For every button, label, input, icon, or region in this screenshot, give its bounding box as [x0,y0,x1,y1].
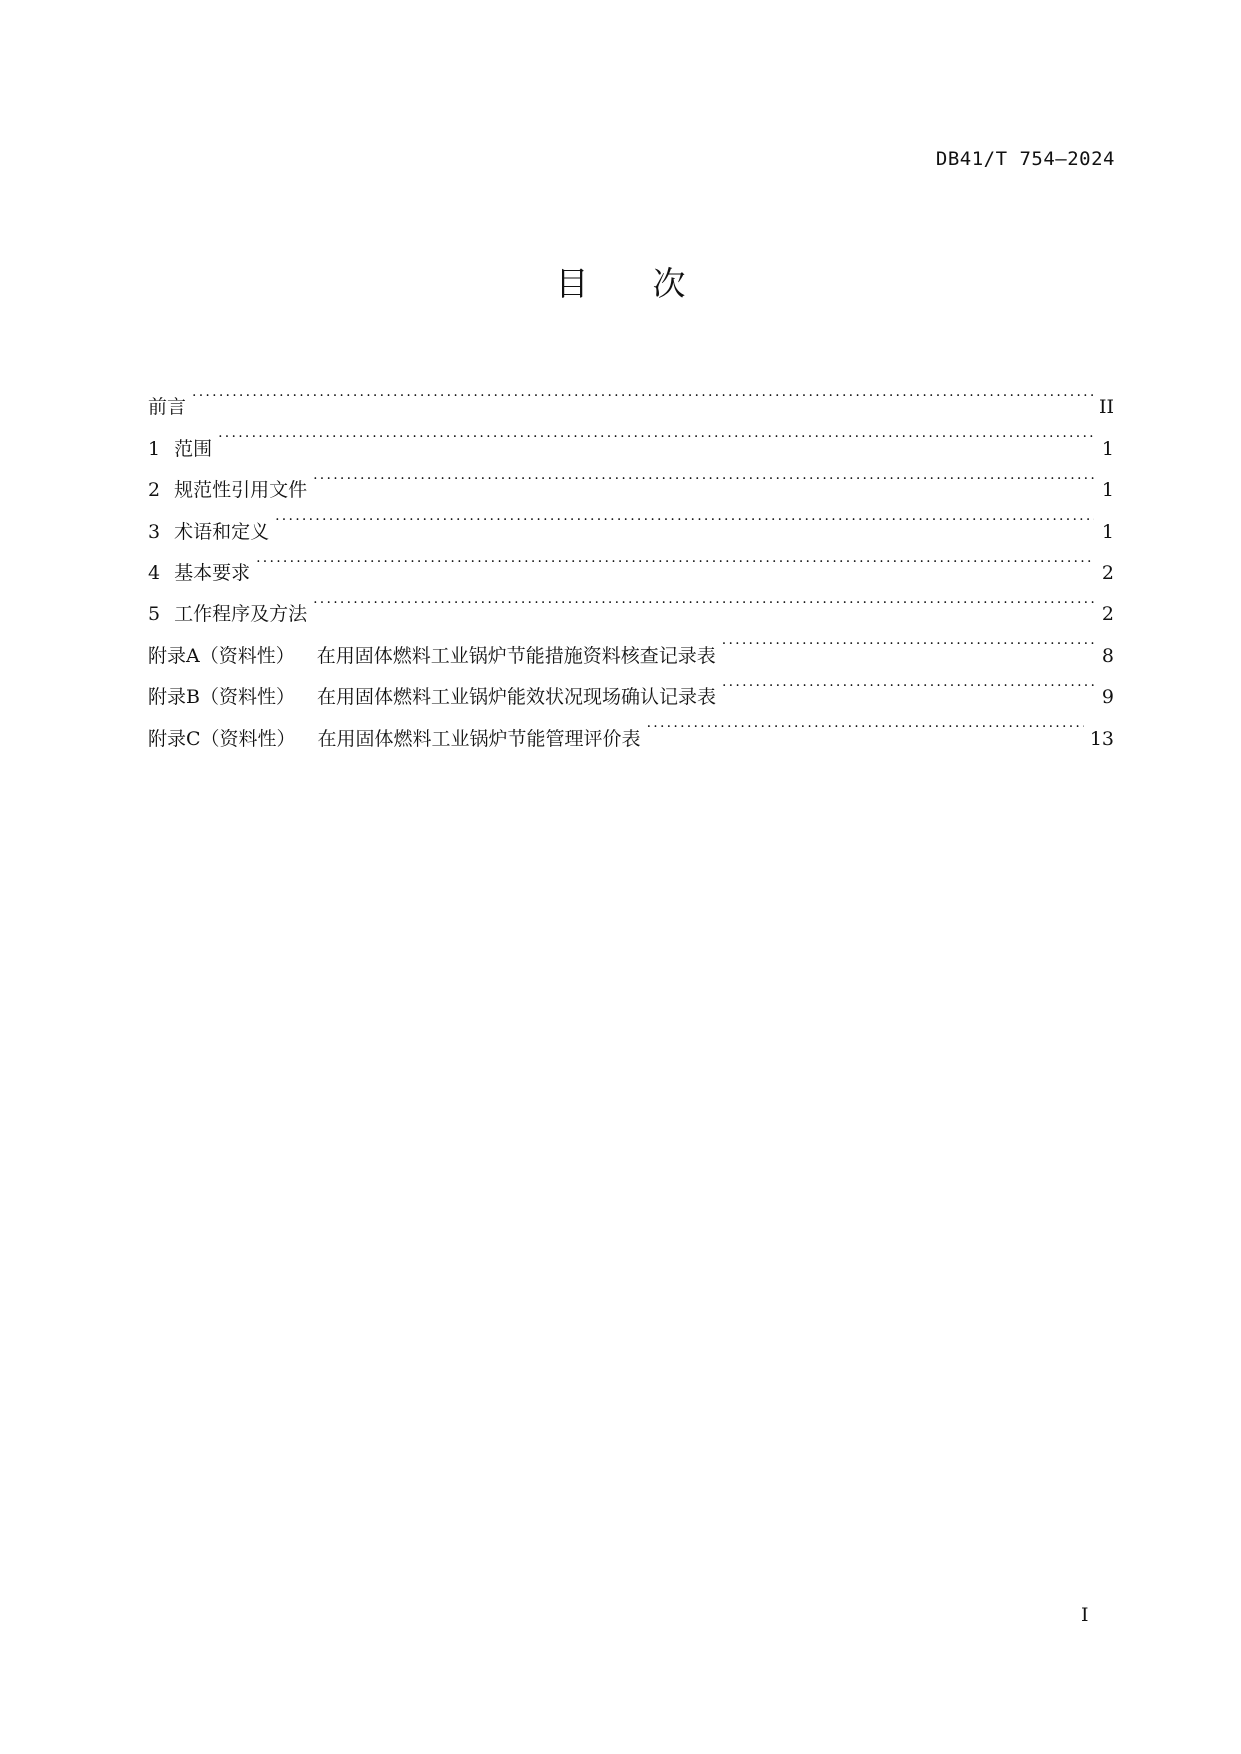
page-title: 目次 [555,264,750,303]
toc-entry-label: 在用固体燃料工业锅炉节能措施资料核查记录表 [316,644,716,667]
toc-entry-page: 13 [1089,727,1114,750]
toc-leader-dots [313,579,1094,620]
toc-leader-dots [647,703,1084,744]
toc-appendix-prefix: 附录B（资料性） [148,686,295,709]
toc-entry-foreword[interactable] [148,372,1114,419]
toc-leader-dots [722,662,1094,703]
toc-entry-normative-references[interactable] [148,455,1114,502]
toc-entry-label: 术语和定义 [174,520,270,543]
toc-entry-page: II [1098,396,1114,419]
standard-code: DB41/T 754—2024 [935,148,1115,170]
toc-entry-label: 在用固体燃料工业锅炉节能管理评价表 [317,727,641,750]
toc-entry-page: 8 [1101,644,1114,667]
toc-entry-label: 在用固体燃料工业锅炉能效状况现场确认记录表 [316,686,716,709]
toc-entry-number: 4 [148,561,161,584]
toc-entry-page: 2 [1101,603,1114,626]
toc-entry-label: 基本要求 [174,561,251,584]
toc-leader-dots [192,372,1093,413]
toc-entry-number: 3 [148,520,161,543]
toc-entry-number: 2 [148,479,161,502]
toc-entry-page: 1 [1101,520,1114,543]
toc-entry-page: 1 [1101,479,1114,502]
page-number: I [1081,1604,1089,1626]
toc-entry-page: 1 [1101,437,1114,460]
toc-entry-page: 9 [1101,686,1114,709]
toc-leader-dots [275,496,1094,537]
toc-entry-label: 范围 [174,437,213,460]
toc-entry-scope[interactable] [148,413,1114,460]
toc-leader-dots [256,538,1094,579]
toc-entry-number: 1 [148,437,161,460]
toc-entry-label: 前言 [148,396,187,419]
toc-entry-page: 2 [1101,561,1114,584]
table-of-contents [148,372,1114,750]
toc-entry-procedures-methods[interactable] [148,579,1114,626]
toc-entry-label: 规范性引用文件 [174,479,308,502]
toc-entry-terms-definitions[interactable] [148,496,1114,543]
toc-leader-dots [313,455,1094,496]
toc-leader-dots [722,620,1094,661]
toc-appendix-prefix: 附录C（资料性） [148,727,296,750]
toc-entry-number: 5 [148,603,161,626]
toc-entry-basic-requirements[interactable] [148,538,1114,584]
toc-entry-label: 工作程序及方法 [174,603,308,626]
toc-appendix-prefix: 附录A（资料性） [148,644,295,667]
toc-leader-dots [218,413,1094,454]
